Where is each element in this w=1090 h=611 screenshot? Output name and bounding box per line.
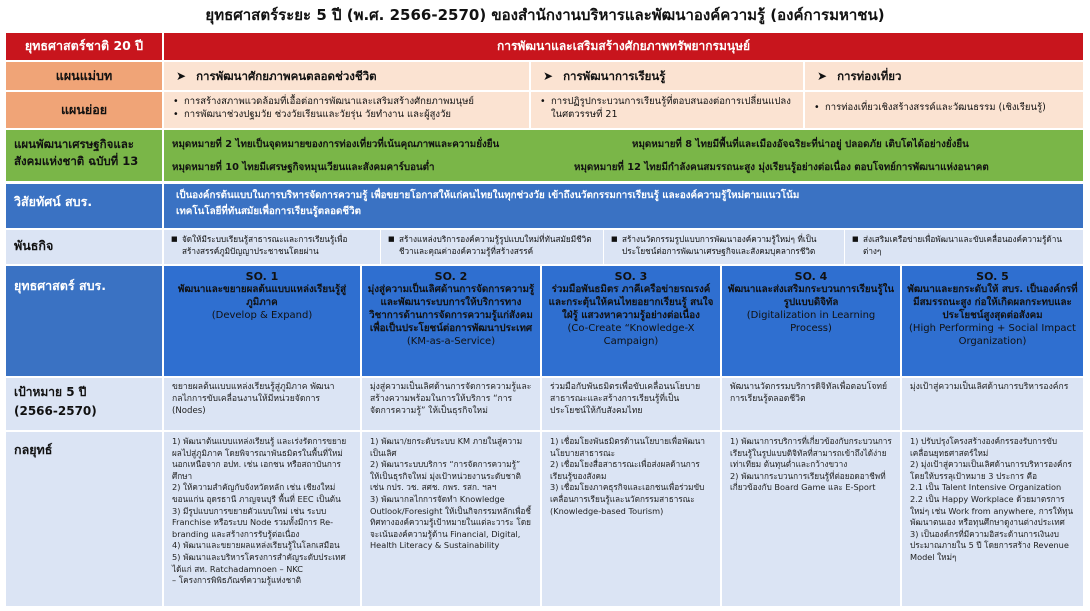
mission-col-1 [164,230,380,264]
tactics-row [6,432,1083,606]
sub-plan-row [6,92,1083,128]
milestone-8: หมุดหมายที่ 8 ไทยมีพื้นที่และเมืองอัจฉริยะที่น่าอยู่ ปลอดภัย เติบโตได้อย่างยั่งยืน [632,139,969,150]
so-3 [542,266,720,376]
arrow-right-icon: ➤ [817,69,828,83]
mission-item: ■ สร้างนวัตกรรมรูปแบบการพัฒนาองค์ความรู้ใหม่ๆ ที่เป็นประโยชน์ต่อการพัฒนาเศรษฐกิจและสังคมบุคลากรชีวิต [608,233,840,257]
master-plan-item-2 [531,62,803,90]
so-english: (KM-as-a-Service) [406,336,496,347]
target-4: พัฒนานวัตกรรมบริการดิจิทัลเพื่อตอบโจทย์การเรียนรู้ตลอดชีวิต [722,378,900,430]
so-name: ร่วมมือพันธมิตร ภาคีเครือข่ายรณรงค์และกระตุ้นให้คนไทยอยากเรียนรู้ สนใจใฝ่รู้ แสวงหาความรู้อย่างต่อเนื่อง [548,284,714,321]
vision-line: เป็นองค์กรต้นแบบในการบริหารจัดการความรู้ เพื่อขยายโอกาสให้แก่คนไทยในทุกช่วงวัย เข้าถึงนวัตกรรมการเรียนรู้ และองค์ความรู้ใหม่ตามแนวโน้ม [176,190,800,201]
master-plan-text: การพัฒนาการเรียนรู้ [563,69,666,83]
mission-label: พันธกิจ [6,230,162,264]
milestone-12: หมุดหมายที่ 12 ไทยมีกำลังคนสมรรถนะสูง มุ่งเรียนรู้อย่างต่อเนื่อง ตอบโจทย์การพัฒนาแห่งอนาคต [574,162,989,173]
tactic-col-5: 1) ปรับปรุงโครงสร้างองค์กรรองรับการขับเคลื่อนยุทธศาสตร์ใหม่ 2) มุ่งเป้าสู่ความเป็นเลิศด้านการบริหารองค์กรโดยให้บรรลุเป้าหมาย 3 ประการ คือ 2.1 เป็น Talent Intensive Organization 2.2 เป็น Happy Workplace ด้วยมาตรการใหม่ๆ เช่น Work from anywhere, การให้ทุนพัฒนาตนเอง หรือทุนศึกษาดูงานต่างประเทศ 3) เป็นองค์กรที่มีความอิสระด้านการเงินงบประมาณภายใน 5 ปี โดยการสร้าง Revenue Model ใหม่ๆ [902,432,1083,606]
targets-period: (2566-2570) [14,404,97,418]
vision-label: วิสัยทัศน์ สบร. [6,184,162,228]
so-1 [164,266,360,376]
targets-label-text: เป้าหมาย 5 ปี [14,385,87,399]
so-4 [722,266,900,376]
strategy-row [6,266,1083,376]
nesdp-label [6,130,162,181]
sub-plan-item: • การพัฒนาช่วงปฐมวัย ช่วงวัยเรียนและวัยรุ่น วัยทำงาน และผู้สูงวัย [170,108,523,121]
so-code: SO. 3 [614,270,648,283]
nesdp-label-line: แผนพัฒนาเศรษฐกิจและ [14,137,134,151]
master-plan-text: การท่องเที่ยว [837,69,902,83]
so-name: พัฒนาและขยายผลต้นแบบแหล่งเรียนรู้สู่ภูมิภาค [177,284,347,308]
so-name: มุ่งสู่ความเป็นเลิศด้านการจัดการความรู้ และพัฒนาระบบการให้บริการทางวิชาการด้านการจัดการความรู้แก่สังคมเพื่อเป็นประโยชน์ต่อการพัฒนาประเทศ [367,284,535,334]
so-name: พัฒนาและส่งเสริมกระบวนการเรียนรู้ในรูปแบบดิจิทัล [727,284,895,308]
arrow-right-icon: ➤ [543,69,554,83]
tactic-col-4: 1) พัฒนาการบริการที่เกี่ยวข้องกับกระบวนการเรียนรู้ในรูปแบบดิจิทัลที่สามารถเข้าถึงได้ง่าย เท่าเทียม ต้นทุนต่ำและกว้างขวาง 2) พัฒนากระบวนการเรียนรู้ที่ต่อยอดอาชีพที่เกี่ยวข้องกับ Board Game และ E-Sport [722,432,900,606]
national-strategy-row [6,33,1083,60]
master-plan-text: การพัฒนาศักยภาพคนตลอดช่วงชีวิต [196,69,377,83]
master-plan-row [6,62,1083,90]
national-strategy-value: การพัฒนาและเสริมสร้างศักยภาพทรัพยากรมนุษย์ [164,33,1083,60]
national-strategy-label: ยุทธศาสตร์ชาติ 20 ปี [6,33,162,60]
so-code: SO. 5 [976,270,1009,283]
so-english: (High Performing + Social Impact Organization) [909,323,1076,347]
arrow-right-icon: ➤ [176,69,187,83]
page-title: ยุทธศาสตร์ระยะ 5 ปี (พ.ศ. 2566-2570) ของสำนักงานบริหารและพัฒนาองค์ความรู้ (องค์การมหาชน) [205,6,885,24]
strategy-label: ยุทธศาสตร์ สบร. [6,266,162,376]
target-2: มุ่งสู่ความเป็นเลิศด้านการจัดการความรู้และสร้างความพร้อมในการให้บริการ “การจัดการความรู้” ให้เป็นธุรกิจใหม่ [362,378,540,430]
master-plan-item-3 [805,62,1083,90]
so-english: (Co-Create “Knowledge-X Campaign) [567,323,695,347]
sub-plan-col-1 [164,92,529,128]
targets-row [6,378,1083,430]
tactics-label: กลยุทธ์ [6,432,162,606]
vision-text [164,184,1083,228]
sub-plan-label: แผนย่อย [6,92,162,128]
mission-col-4 [845,230,1083,264]
so-name: พัฒนาและยกระดับให้ สบร. เป็นองค์กรที่มีสมรรถนะสูง ก่อให้เกิดผลกระทบและประโยชน์สูงสุดต่อสังคม [907,284,1078,321]
mission-item: ■ สร้างแหล่งบริการองค์ความรู้รูปแบบใหม่ที่ทันสมัยมีชีวิตชีวาและคุณค่าองค์ความรู้ที่สร้างสรรค์ [385,233,599,257]
vision-row [6,184,1083,228]
so-code: SO. 2 [434,270,468,283]
mission-col-3 [604,230,844,264]
so-code: SO. 1 [245,270,279,283]
so-code: SO. 4 [794,270,828,283]
target-3: ร่วมมือกับพันธมิตรเพื่อขับเคลื่อนนโยบายสาธารณะและสร้างการเรียนรู้ที่เป็นประโยชน์ให้กับสังคมไทย [542,378,720,430]
mission-row [6,230,1083,264]
targets-label [6,378,162,430]
master-plan-item-1 [164,62,529,90]
tactic-col-1: 1) พัฒนาต้นแบบแหล่งเรียนรู้ และเร่งรัดการขยายผลไปสู่ภูมิภาค โดยพิจารณาพันธมิตรในพื้นที่ใหม่นอกเหนือจาก อปท. เช่น เอกชน หรือสถาบันการศึกษา 2) ให้ความสำคัญกับจังหวัดหลัก เช่น เชียงใหม่ ขอนแก่น อุดรธานี ภาญจนบุรี พื้นที่ EEC เป็นต้น 3) มีรูปแบบการขยายตัวแบบใหม่ เช่น ระบบ Franchise หรือระบบ Node รวมทั้งมีการ Re-branding และสร้างการรับรู้ต่อเนื่อง 4) พัฒนาและขยายผลแหล่งเรียนรู้ในโลกเสมือน 5) พัฒนาและบริหารโครงการสำคัญระดับประเทศ ได้แก่ สท. Ratchadamnoen – NKC – โครงการพิพิธภัณฑ์ความรู้แห่งชาติ [164,432,360,606]
nesdp-row [6,130,1083,181]
mission-item: ■ ส่งเสริมเครือข่ายเพื่อพัฒนาและขับเคลื่อนองค์ความรู้ด้านต่างๆ [849,233,1079,257]
tactic-col-3: 1) เชื่อมโยงพันธมิตรด้านนโยบายเพื่อพัฒนานโยบายสาธารณะ 2) เชื่อมโยงสื่อสาธารณะเพื่อส่งผลด้านการเรียนรู้ของสังคม 3) เชื่อมโยงภาคธุรกิจและเอกชนเพื่อร่วมขับเคลื่อนการเรียนรู้และนวัตกรรมสาธารณะ (Knowledge-based Tourism) [542,432,720,606]
so-english: (Develop & Expand) [211,310,313,321]
nesdp-label-line: สังคมแห่งชาติ ฉบับที่ 13 [14,154,139,168]
sub-plan-col-3 [805,92,1083,128]
target-1: ขยายผลต้นแบบแหล่งเรียนรู้สู่ภูมิภาค พัฒนากลไกการขับเคลื่อนงานให้มีหน่วยจัดการ (Nodes) [164,378,360,430]
sub-plan-col-2 [531,92,803,128]
master-plan-label: แผนแม่บท [6,62,162,90]
so-2 [362,266,540,376]
sub-plan-item: • การท่องเที่ยวเชิงสร้างสรรค์และวัฒนธรรม (เชิงเรียนรู้) [811,101,1077,114]
mission-col-2 [381,230,603,264]
so-5 [902,266,1083,376]
sub-plan-item: • การปฏิรูปกระบวนการเรียนรู้ที่ตอบสนองต่อการเปลี่ยนแปลงในศตวรรษที่ 21 [537,95,797,121]
milestone-2: หมุดหมายที่ 2 ไทยเป็นจุดหมายของการท่องเที่ยวที่เน้นคุณภาพและความยั่งยืน [172,139,500,150]
nesdp-milestones [164,130,1083,181]
mission-item: ■ จัดให้มีระบบเรียนรู้สาธารณะและการเรียนรู้เพื่อสร้างสรรค์ภูมิปัญญาประชาชนโดยผ่าน [168,233,376,257]
tactic-col-2: 1) พัฒนา/ยกระดับระบบ KM ภายในสู่ความเป็นเลิศ 2) พัฒนาระบบบริการ “การจัดการความรู้” ให้เป็นธุรกิจใหม่ มุ่งเป้าหน่วยงานระดับชาติ เช่น กปร. วช. สศช. กพร. รสก. ฯลฯ 3) พัฒนากลไกการจัดทำ Knowledge Outlook/Foresight ให้เป็นกิจกรรมหลักเพื่อชี้ทิศทางองค์ความรู้เป้าหมายในแต่ละวาระ โดยจะเน้นองค์ความรู้ด้าน Financial, Digital, Health Literacy & Sustainability [362,432,540,606]
so-english: (Digitalization in Learning Process) [746,310,876,334]
vision-line: เทคโนโลยีที่ทันสมัยเพื่อการเรียนรู้ตลอดชีวิต [176,206,361,217]
target-5: มุ่งเป้าสู่ความเป็นเลิศด้านการบริหารองค์กร [902,378,1083,430]
milestone-10: หมุดหมายที่ 10 ไทยมีเศรษฐกิจหมุนเวียนและสังคมคาร์บอนต่ำ [172,162,435,173]
sub-plan-item: • การสร้างสภาพแวดล้อมที่เอื้อต่อการพัฒนาและเสริมสร้างศักยภาพมนุษย์ [170,95,523,108]
